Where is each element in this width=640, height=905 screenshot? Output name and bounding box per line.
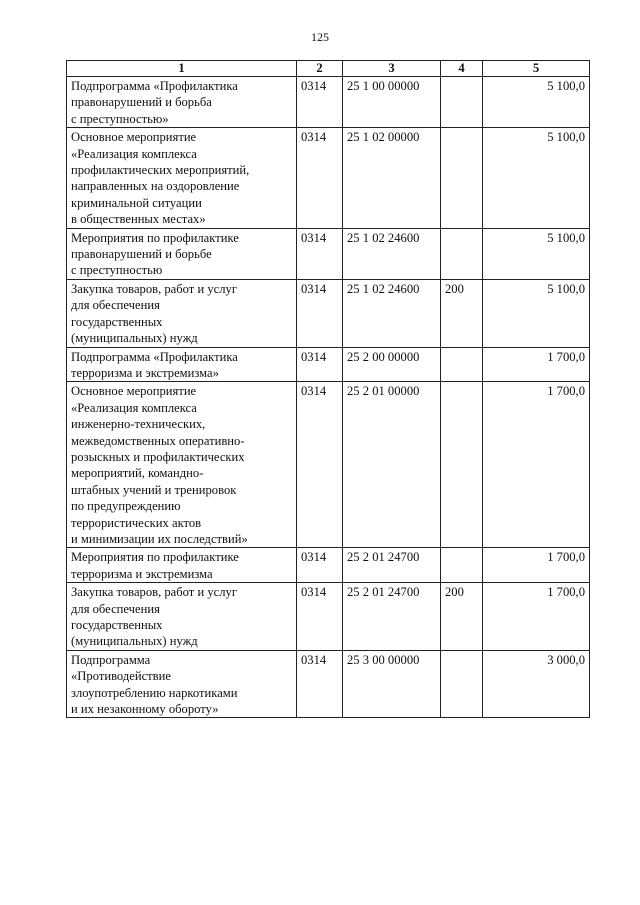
row-section: 0314 <box>297 382 343 548</box>
row-amount: 1 700,0 <box>483 347 590 382</box>
row-name: Мероприятия по профилактике правонарушений и борьбе с преступностью <box>67 228 297 279</box>
row-section: 0314 <box>297 548 343 583</box>
row-amount: 5 100,0 <box>483 77 590 128</box>
row-target: 25 2 01 24700 <box>343 583 441 651</box>
row-target: 25 3 00 00000 <box>343 650 441 718</box>
table-row <box>67 583 590 651</box>
row-type <box>441 347 483 382</box>
row-type <box>441 128 483 228</box>
row-amount: 1 700,0 <box>483 548 590 583</box>
row-section: 0314 <box>297 77 343 128</box>
row-name: Подпрограмма «Профилактика правонарушений и борьба с преступностью» <box>67 77 297 128</box>
row-section: 0314 <box>297 228 343 279</box>
row-name: Мероприятия по профилактике терроризма и экстремизма <box>67 548 297 583</box>
row-target: 25 1 02 24600 <box>343 279 441 347</box>
row-target: 25 1 02 00000 <box>343 128 441 228</box>
table-row <box>67 279 590 347</box>
header-col-1: 1 <box>67 61 297 77</box>
row-section: 0314 <box>297 347 343 382</box>
row-type <box>441 548 483 583</box>
row-amount: 3 000,0 <box>483 650 590 718</box>
budget-table <box>66 60 590 718</box>
table-row <box>67 382 590 548</box>
row-section: 0314 <box>297 650 343 718</box>
row-section: 0314 <box>297 583 343 651</box>
row-type: 200 <box>441 583 483 651</box>
table-row <box>67 77 590 128</box>
row-type <box>441 650 483 718</box>
row-section: 0314 <box>297 128 343 228</box>
row-section: 0314 <box>297 279 343 347</box>
page-number: 125 <box>311 30 329 44</box>
row-name: Закупка товаров, работ и услуг для обеспечения государственных (муниципальных) нужд <box>67 583 297 651</box>
row-type <box>441 77 483 128</box>
row-amount: 1 700,0 <box>483 583 590 651</box>
table-row <box>67 228 590 279</box>
row-amount: 5 100,0 <box>483 228 590 279</box>
row-target: 25 2 01 24700 <box>343 548 441 583</box>
header-col-5: 5 <box>483 61 590 77</box>
row-name: Основное мероприятие «Реализация комплекса профилактических мероприятий, направленных на оздоровление криминальной ситуации в общественных местах» <box>67 128 297 228</box>
row-type <box>441 382 483 548</box>
row-amount: 5 100,0 <box>483 279 590 347</box>
table-row <box>67 548 590 583</box>
row-type <box>441 228 483 279</box>
row-name: Подпрограмма «Противодействие злоупотреблению наркотиками и их незаконному обороту» <box>67 650 297 718</box>
row-target: 25 1 02 24600 <box>343 228 441 279</box>
table-row <box>67 128 590 228</box>
row-type: 200 <box>441 279 483 347</box>
row-amount: 5 100,0 <box>483 128 590 228</box>
row-name: Закупка товаров, работ и услуг для обеспечения государственных (муниципальных) нужд <box>67 279 297 347</box>
table-row <box>67 347 590 382</box>
header-col-3: 3 <box>343 61 441 77</box>
row-target: 25 2 00 00000 <box>343 347 441 382</box>
row-name: Основное мероприятие «Реализация комплекса инженерно-технических, межведомственных оперативно- розыскных и профилактических мероприятий, командно- штабных учений и тренировок по предупреждению террористических актов и минимизации их последствий» <box>67 382 297 548</box>
table-header-row <box>67 61 590 77</box>
header-col-2: 2 <box>297 61 343 77</box>
row-amount: 1 700,0 <box>483 382 590 548</box>
row-name: Подпрограмма «Профилактика терроризма и экстремизма» <box>67 347 297 382</box>
table-row <box>67 650 590 718</box>
row-target: 25 1 00 00000 <box>343 77 441 128</box>
header-col-4: 4 <box>441 61 483 77</box>
row-target: 25 2 01 00000 <box>343 382 441 548</box>
